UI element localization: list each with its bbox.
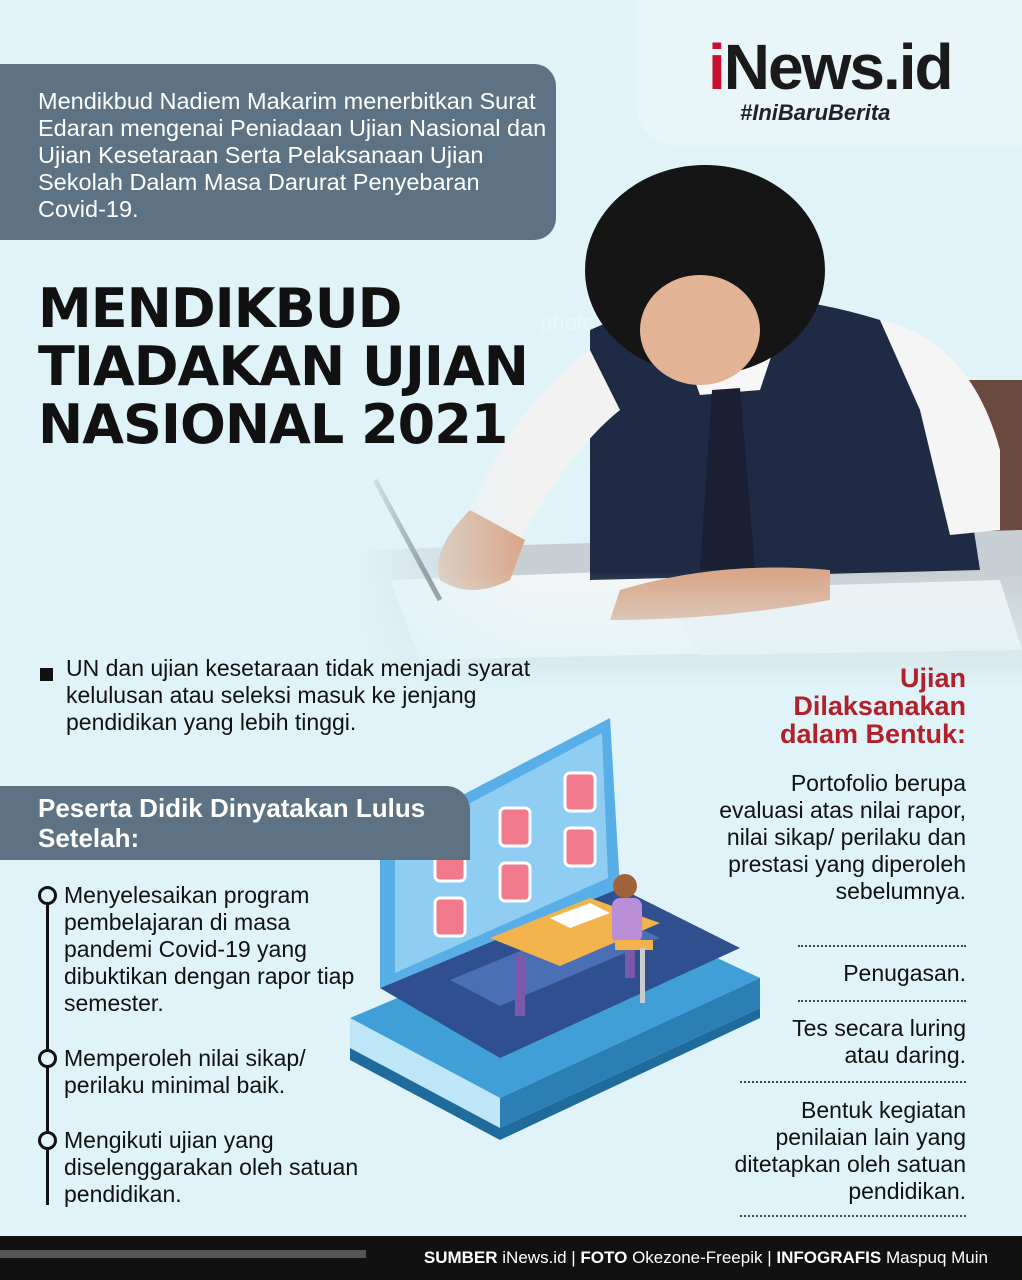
footer-sep: | (767, 1248, 772, 1267)
headline-line-3: NASIONAL 2021 (38, 393, 508, 456)
timeline-dot (38, 1131, 57, 1150)
headline (38, 277, 558, 456)
foto-value: Okezone-Freepik (632, 1248, 763, 1267)
inews-logo (708, 30, 952, 104)
ujian-item-4: Bentuk kegiatan penilaian lain yang ditetapkan oleh satuan pendidikan. (734, 1097, 966, 1204)
logo-prefix: i (708, 31, 724, 103)
laptop-book-illustration (340, 718, 760, 1158)
dotted-separator (798, 1000, 966, 1002)
mini-chair (615, 940, 653, 950)
lulus-item-2: Memperoleh nilai sikap/ perilaku minimal baik. (64, 1045, 306, 1098)
mini-chair-leg (640, 948, 645, 1003)
timeline-dot (38, 1049, 57, 1068)
intro-text: Mendikbud Nadiem Makarim menerbitkan Surat Edaran mengenai Peniadaan Ujian Nasional dan Ujian Kesetaraan Serta Pelaksanaan Ujian Sekolah Dalam Masa Darurat Penyebaran Covid-19. (38, 88, 547, 222)
lulus-heading: Peserta Didik Dinyatakan Lulus Setelah: (38, 793, 426, 853)
dotted-separator (740, 1215, 966, 1217)
ujian-heading: Ujian Dilaksanakan dalam Bentuk: (779, 663, 966, 749)
infografis-label: INFOGRAFIS (776, 1248, 882, 1267)
dotted-separator (740, 1081, 966, 1083)
lulus-item-3: Mengikuti ujian yang diselenggarakan oleh satuan pendidikan. (64, 1127, 359, 1207)
ujian-item-2: Penugasan. (843, 960, 966, 986)
ujian-item-3: Tes secara luring atau daring. (792, 1015, 966, 1068)
footer-credits (424, 1248, 988, 1268)
headline-line-2: TIADAKAN UJIAN (38, 335, 528, 398)
logo-rest: News.id (723, 31, 952, 103)
ujian-item-1: Portofolio berupa evaluasi atas nilai rapor, nilai sikap/ perilaku dan prestasi yang diperoleh sebelumnya. (719, 770, 966, 904)
infografis-value: Maspuq Muin (885, 1248, 988, 1267)
sumber-value: iNews.id (502, 1248, 567, 1267)
square-bullet-icon (40, 668, 53, 681)
foto-label: FOTO (580, 1248, 628, 1267)
lulus-item-1: Menyelesaikan program pembelajaran di masa pandemi Covid-19 yang dibuktikan dengan rapor tiap semester. (64, 882, 355, 1016)
headline-line-1: MENDIKBUD (38, 277, 402, 340)
footer-sep: | (571, 1248, 576, 1267)
dotted-separator (798, 945, 966, 947)
mini-desk-leg (515, 956, 525, 1016)
tagline: #IniBaruBerita (740, 100, 891, 125)
mini-student-head (613, 874, 637, 898)
mini-student-body (612, 898, 642, 943)
sumber-label: SUMBER (423, 1248, 498, 1267)
timeline-dot (38, 886, 57, 905)
footer-accent-line (0, 1250, 366, 1258)
un-note: UN dan ujian kesetaraan tidak menjadi syarat kelulusan atau seleksi masuk ke jenjang pendidikan yang lebih tinggi. (66, 655, 531, 735)
